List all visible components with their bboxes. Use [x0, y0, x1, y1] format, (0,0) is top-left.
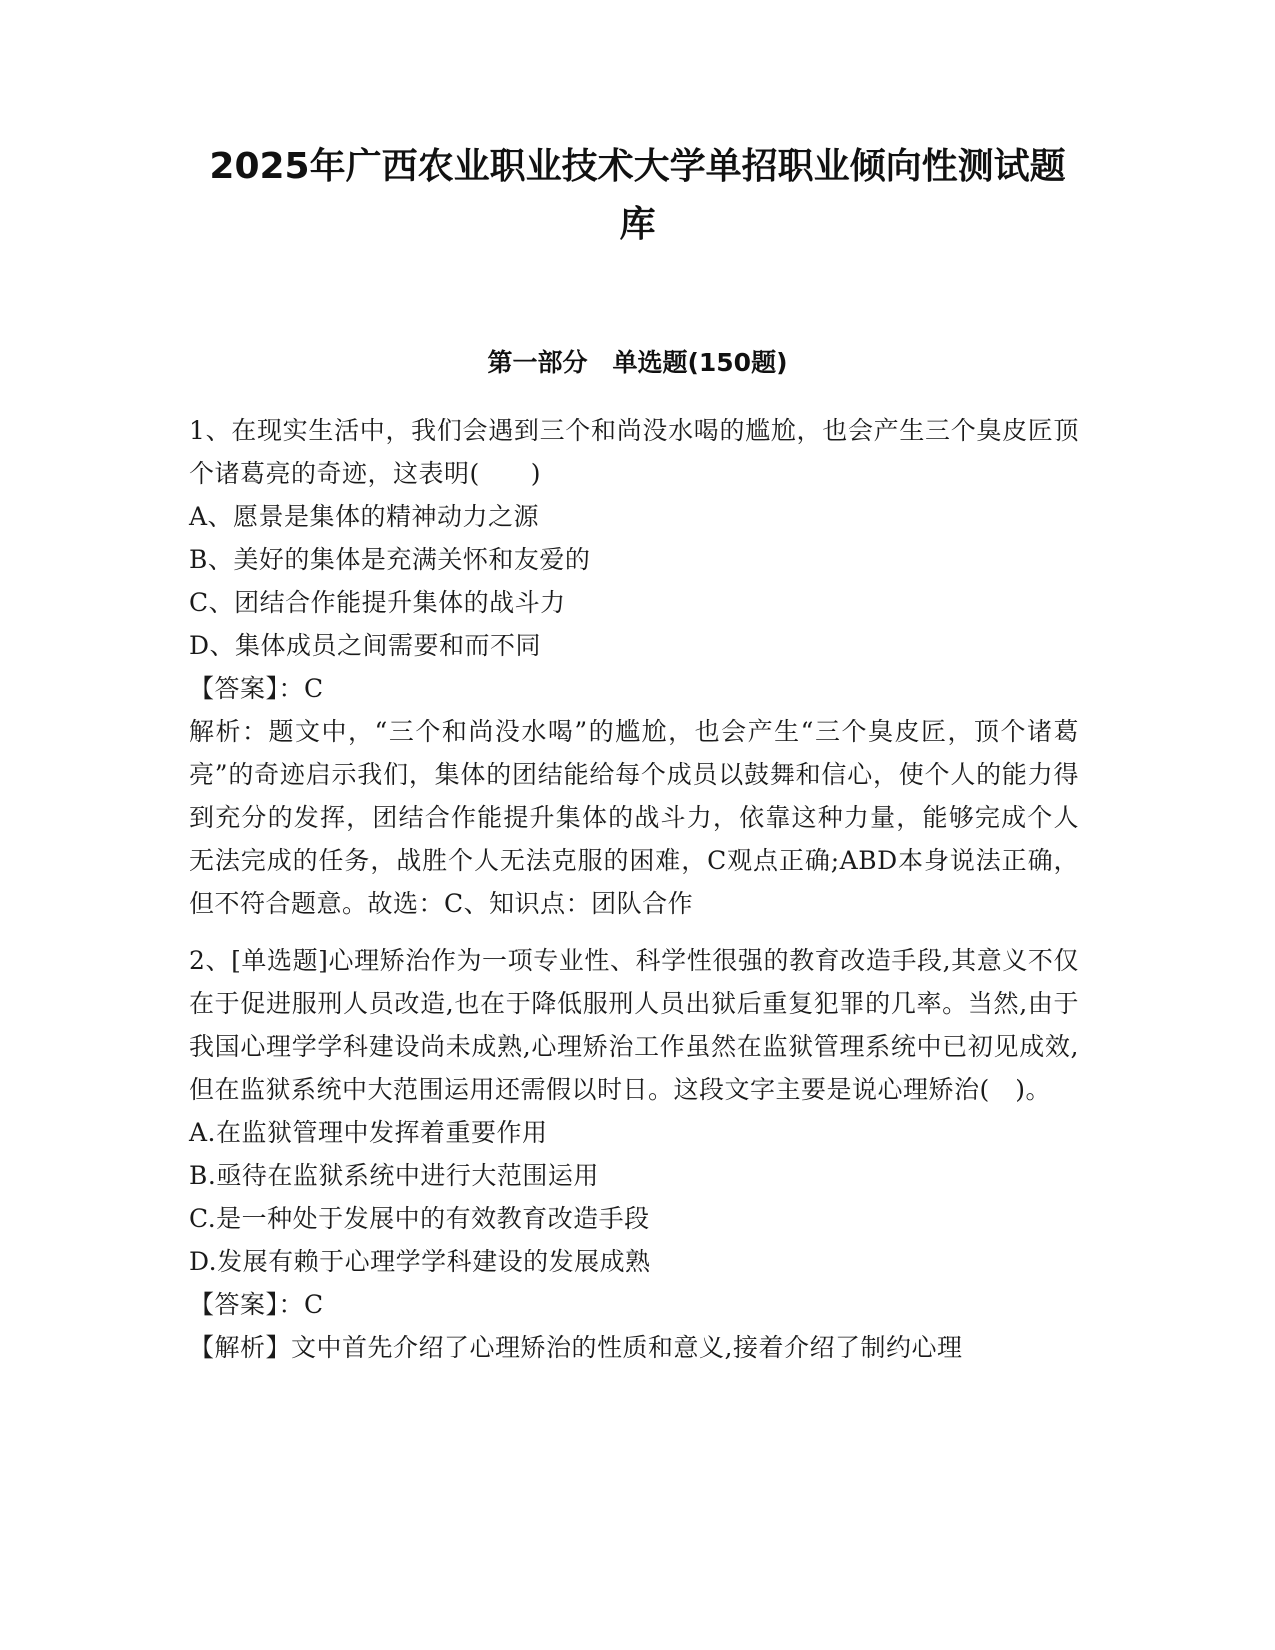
question-option: D、集体成员之间需要和而不同	[189, 631, 542, 660]
question-option: D.发展有赖于心理学学科建设的发展成熟	[189, 1247, 651, 1276]
document-title	[180, 138, 1095, 254]
question-option: B.亟待在监狱系统中进行大范围运用	[189, 1161, 599, 1190]
section-heading: 第一部分 单选题(150题)	[487, 348, 788, 377]
question-list	[189, 409, 1079, 1383]
question-option: B、美好的集体是充满关怀和友爱的	[189, 545, 591, 574]
question-option: A、愿景是集体的精神动力之源	[189, 502, 540, 531]
question-answer: 【答案】：C	[189, 1290, 324, 1319]
question-stem: 2、[单选题]心理矫治作为一项专业性、科学性很强的教育改造手段,其意义不仅在于促进服刑人员改造,也在于降低服刑人员出狱后重复犯罪的几率。当然,由于我国心理学学科建设尚未成熟,心理矫治工作虽然在监狱管理系统中已初见成效,但在监狱系统中大范围运用还需假以时日。这段文字主要是说心理矫治( )。	[189, 946, 1079, 1104]
document-title-line-2: 库	[619, 204, 656, 245]
question-option: C、团结合作能提升集体的战斗力	[189, 588, 566, 617]
document-title-line-1: 2025年广西农业职业技术大学单招职业倾向性测试题	[209, 146, 1066, 187]
question-item	[189, 939, 1079, 1369]
question-option: C.是一种处于发展中的有效教育改造手段	[189, 1204, 650, 1233]
question-analysis: 【解析】文中首先介绍了心理矫治的性质和意义,接着介绍了制约心理	[189, 1333, 963, 1362]
question-analysis: 解析：题文中，“三个和尚没水喝”的尴尬，也会产生“三个臭皮匠，顶个诸葛亮”的奇迹启示我们，集体的团结能给每个成员以鼓舞和信心，使个人的能力得到充分的发挥，团结合作能提升集体的战斗力，依靠这种力量，能够完成个人无法完成的任务，战胜个人无法克服的困难，C观点正确;ABD本身说法正确，但不符合题意。故选：C、知识点：团队合作	[189, 717, 1079, 918]
question-option: A.在监狱管理中发挥着重要作用	[189, 1118, 548, 1147]
question-stem: 1、在现实生活中，我们会遇到三个和尚没水喝的尴尬，也会产生三个臭皮匠顶个诸葛亮的奇迹，这表明( )	[189, 416, 1079, 488]
question-item	[189, 409, 1079, 925]
question-answer: 【答案】：C	[189, 674, 324, 703]
